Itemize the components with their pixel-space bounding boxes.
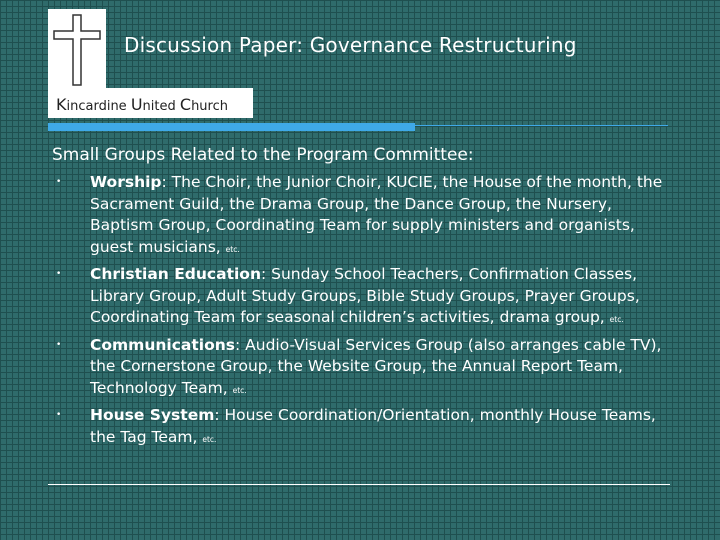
bullet-icon: • [56,339,62,350]
accent-bar [48,123,415,131]
bullet-icon: • [56,410,62,420]
cross-icon [48,9,106,89]
list-item: • Christian Education: Sunday School Teachers, Confirmation Classes, Library Group, Adult Study Groups, Bible Study Groups, Prayer Groups, Coordinating Team for seasonal children’s activities, drama group, etc. [56,265,640,326]
list-item: • Communications: Audio-Visual Services Group (also arranges cable TV), the Cornerstone Group, the Website Group, the Annual Report Team, Technology Team, etc. [56,335,662,397]
group-list [50,172,670,454]
logo-box [48,9,106,89]
church-name: Kincardine United Church [48,88,253,118]
bullet-icon: • [56,269,62,279]
page-title: Discussion Paper: Governance Restructuring [124,33,577,57]
bullet-icon: • [56,177,62,187]
list-item: • House System: House Coordination/Orientation, monthly House Teams, the Tag Team, etc. [56,406,656,446]
bottom-divider [48,484,670,485]
list-item: • Worship: The Choir, the Junior Choir, KUCIE, the House of the month, the Sacrament Guild, the Drama Group, the Dance Group, the Nursery, Baptism Group, Coordinating Team for supply ministers and organists, guest musicians, etc. [56,173,663,256]
section-heading: Small Groups Related to the Program Committee: [52,145,474,165]
